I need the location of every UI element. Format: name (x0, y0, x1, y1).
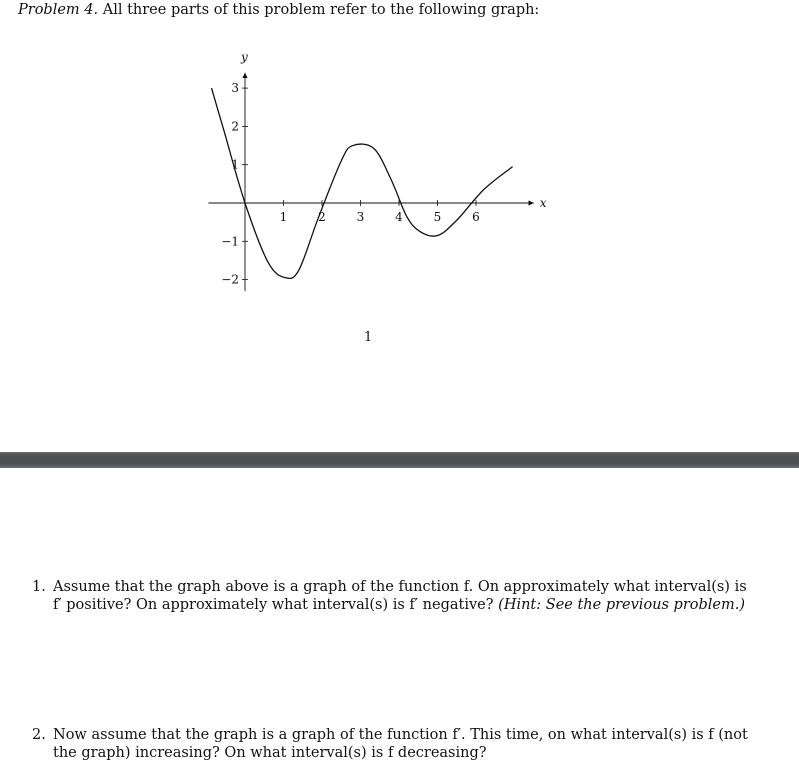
x-tick-label-4: 4 (395, 210, 403, 224)
x-tick-label-6: 6 (472, 210, 480, 224)
x-tick-label-1: 1 (279, 210, 288, 224)
question-1-hint: (Hint: See the previous problem.) (498, 597, 746, 613)
x-tick-label-3: 3 (356, 210, 365, 224)
question-2-number: 2. (32, 727, 46, 743)
question-2 (32, 726, 752, 762)
page-divider (0, 452, 799, 468)
function-curve (212, 88, 513, 278)
question-2-text: Now assume that the graph is a graph of the function f′. This time, on what interval(s) is f (not the graph) increasing? On what interval(s) is f decreasing? (53, 727, 748, 761)
question-1 (32, 578, 752, 614)
y-tick-label-3: 3 (231, 81, 239, 96)
y-tick-label--2: −2 (221, 272, 239, 287)
x-tick-label-2: 2 (318, 210, 326, 224)
x-tick-label-5: 5 (433, 210, 442, 224)
y-tick-label--1: −1 (221, 234, 239, 249)
y-tick-label-2: 2 (231, 119, 239, 134)
problem-intro-text: All three parts of this problem refer to the following graph: (102, 2, 540, 18)
problem-label: Problem 4. (18, 2, 99, 18)
page-number: 1 (364, 330, 373, 345)
y-axis-label: y (241, 49, 248, 64)
y-tick-label-1: 1 (231, 157, 239, 172)
x-axis-label: x (539, 196, 547, 210)
question-1-number: 1. (32, 579, 46, 595)
question-1-text: Assume that the graph above is a graph of the function f. On approximately what interval(s) is f′ positive? On approximately what interval(s) is f′ negative? (53, 579, 747, 613)
